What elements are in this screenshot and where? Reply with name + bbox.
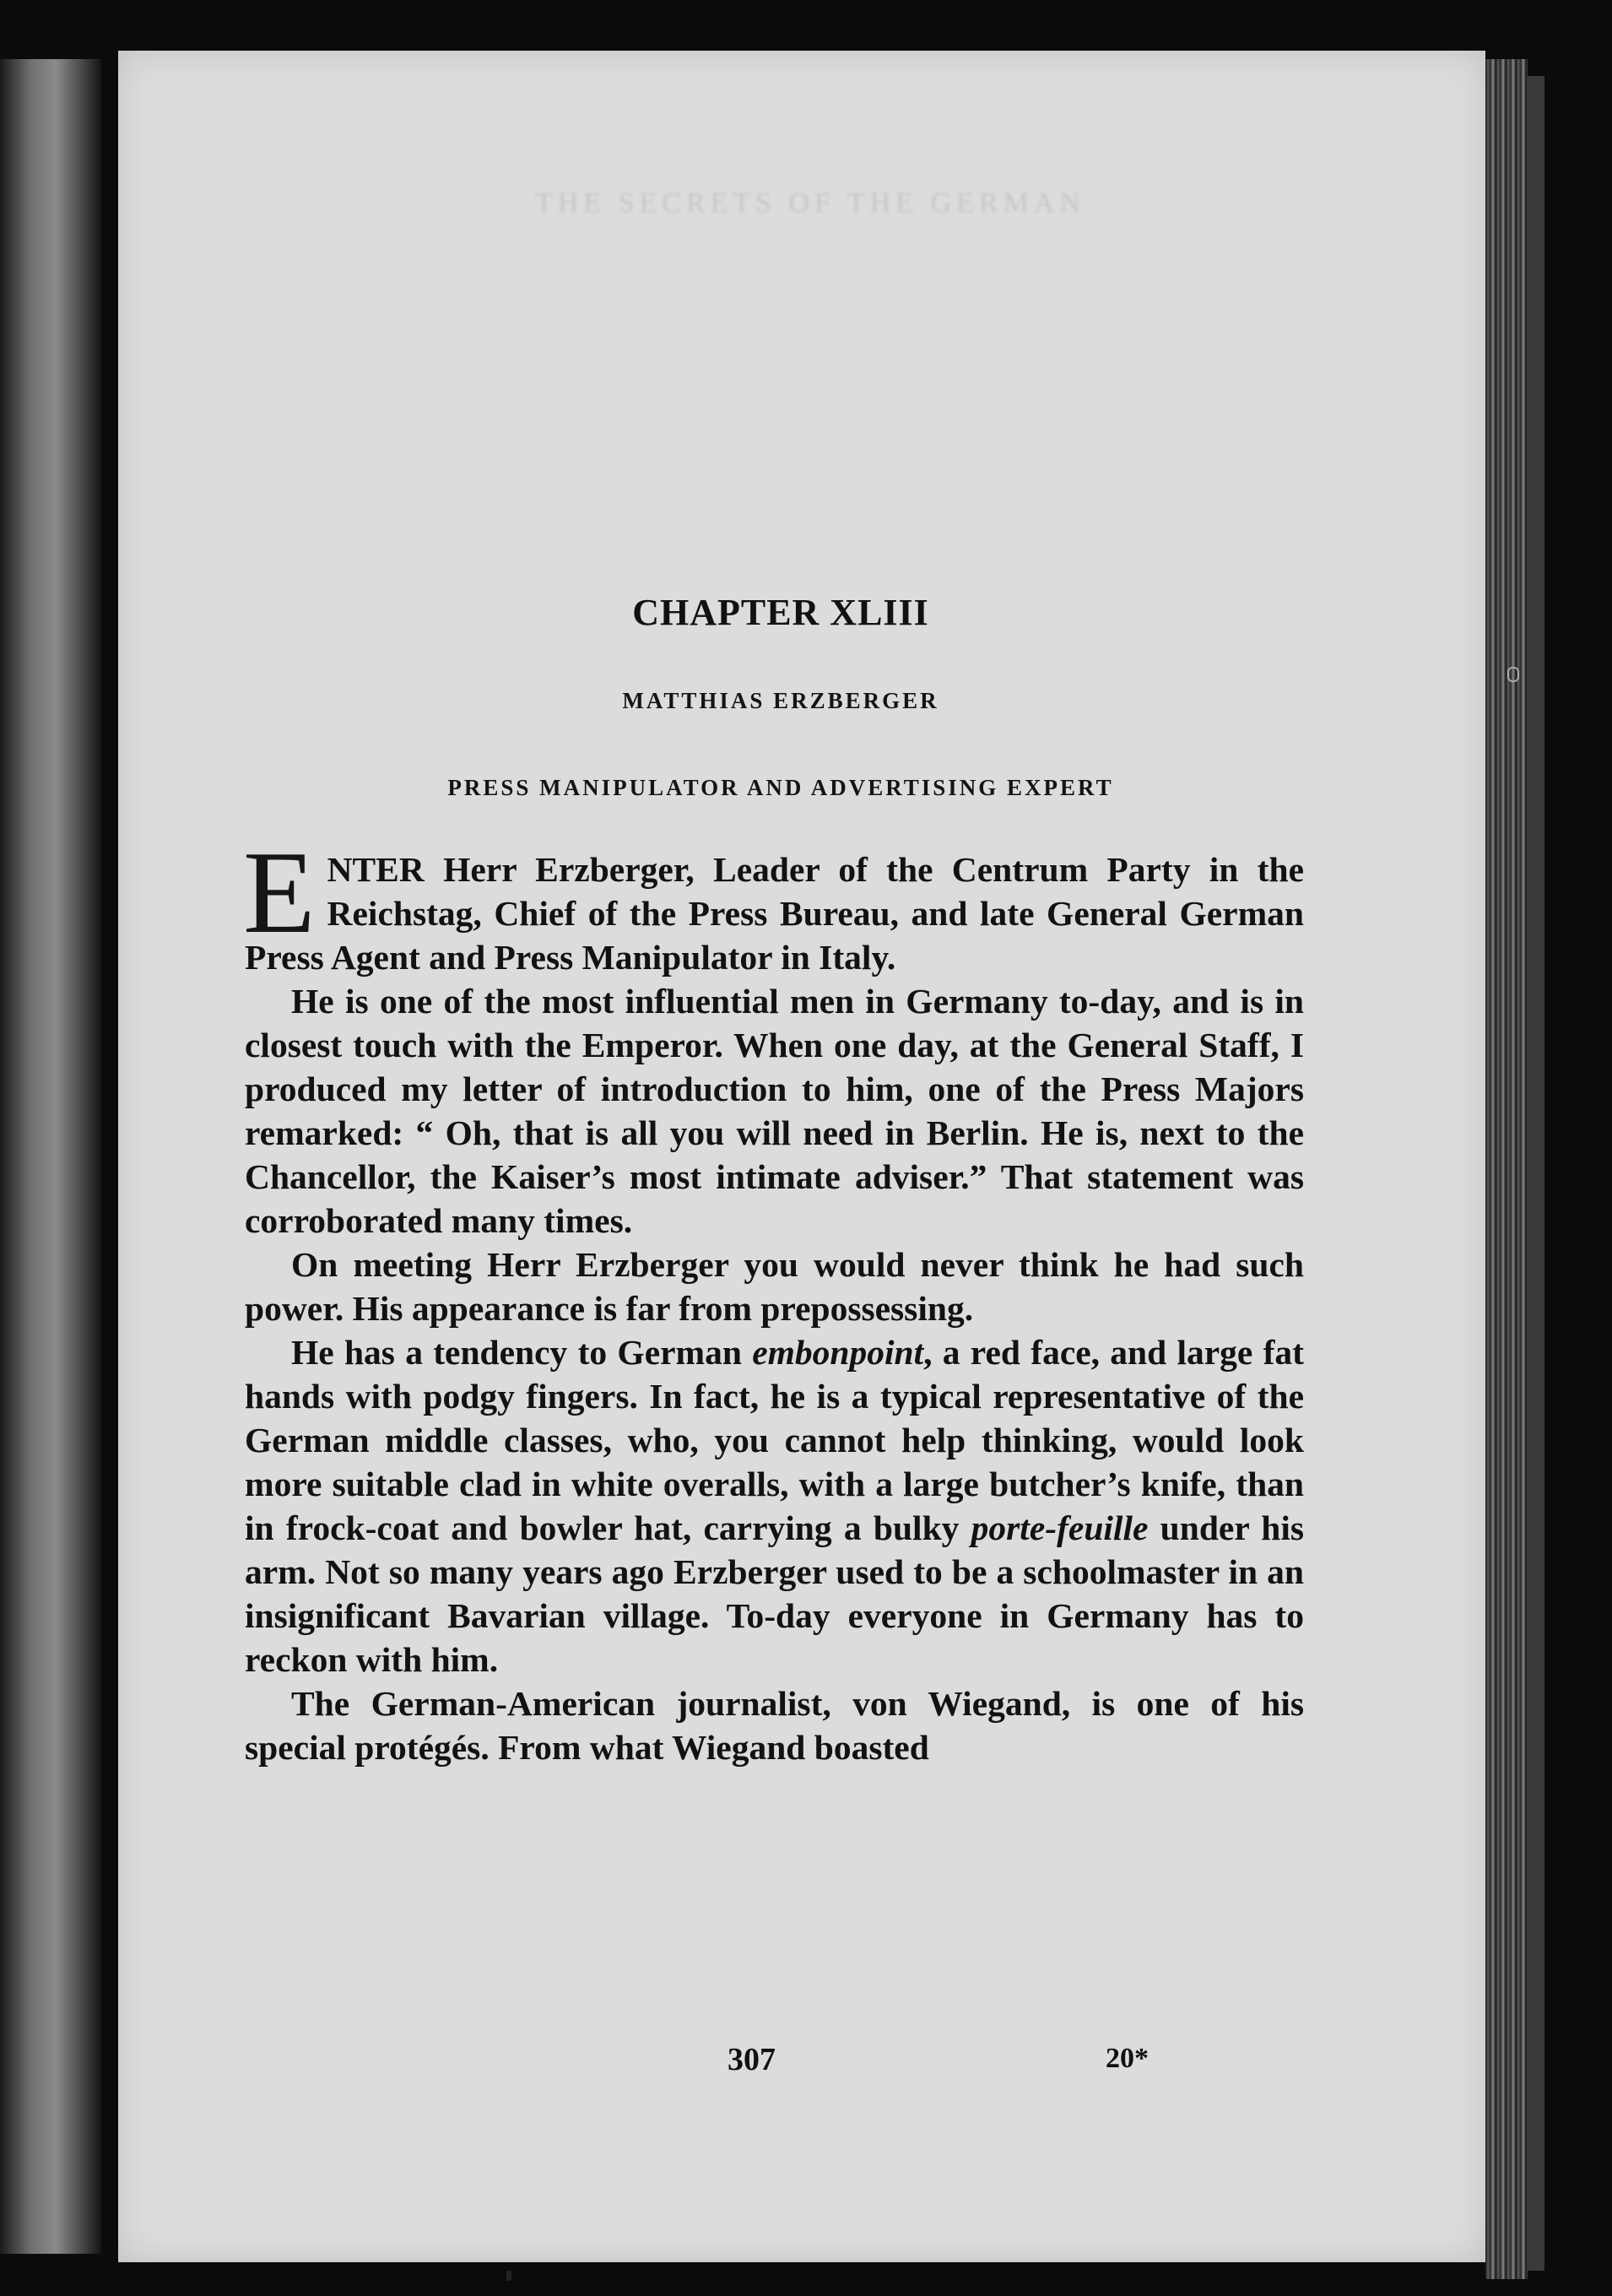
show-through-header: THE SECRETS OF THE GERMAN bbox=[535, 187, 1085, 219]
paragraph-1 bbox=[243, 827, 1304, 979]
paragraph-4-part-3: under his arm. Not so many years ago Erzberger used to be a schoolmaster in an insignificant Bavarian village. To-day everyone in Germany has to reckon with him. bbox=[245, 1508, 1304, 1679]
italic-portefeuille: porte-feuille bbox=[971, 1508, 1149, 1547]
paragraph-2: He is one of the most influential men in Germany to-day, and is in closest touch with the Emperor. When one day, at the General Staff, I produced my letter of introduction to him, one of the Press Majors remarked: “ Oh, that is all you will need in Berlin. He is, next to the Chancellor, the Kaiser’s most intimate adviser.” That statement was corroborated many times. bbox=[245, 982, 1304, 1240]
signature-mark: 20* bbox=[1106, 2043, 1149, 2074]
book-cover-edge bbox=[1528, 76, 1544, 2271]
chapter-subject: MATTHIAS ERZBERGER bbox=[622, 688, 939, 713]
paragraph-1-text: NTER Herr Erzberger, Leader of the Centrum Party in the Reichstag, Chief of the Press Bureau, and late General German Press Agent and Press Manipulator in Italy. bbox=[245, 850, 1304, 977]
paragraph-3: On meeting Herr Erzberger you would never think he had such power. His appearance is far from prepossessing. bbox=[245, 1245, 1304, 1328]
chapter-title: CHAPTER XLIII bbox=[632, 592, 929, 633]
paragraph-5: The German-American journalist, von Wiegand, is one of his special protégés. From what Wiegand boasted bbox=[245, 1684, 1304, 1767]
binding-hole bbox=[1507, 667, 1519, 682]
paragraph-4-part-1: He has a tendency to German bbox=[291, 1333, 753, 1372]
adjacent-page-edge bbox=[0, 59, 101, 2254]
italic-embonpoint: embonpoint bbox=[752, 1333, 924, 1372]
chapter-subtitle: PRESS MANIPULATOR AND ADVERTISING EXPERT bbox=[447, 775, 1114, 800]
scan-speck bbox=[506, 2271, 511, 2281]
paragraph-4-part-2: , a red face, and large fat hands with podgy fingers. In fact, he is a typical representative of the German middle classes, who, you cannot help thinking, would look more suitable clad in white overalls, with a large butcher’s knife, than in frock-coat and bowler hat, carrying a bulky bbox=[245, 1333, 1305, 1547]
drop-cap: E bbox=[243, 827, 316, 958]
page-stack-edge bbox=[1485, 59, 1528, 2279]
body-text bbox=[243, 827, 1305, 1769]
paragraph-4 bbox=[245, 1330, 1304, 1681]
page-number: 307 bbox=[728, 2042, 776, 2077]
